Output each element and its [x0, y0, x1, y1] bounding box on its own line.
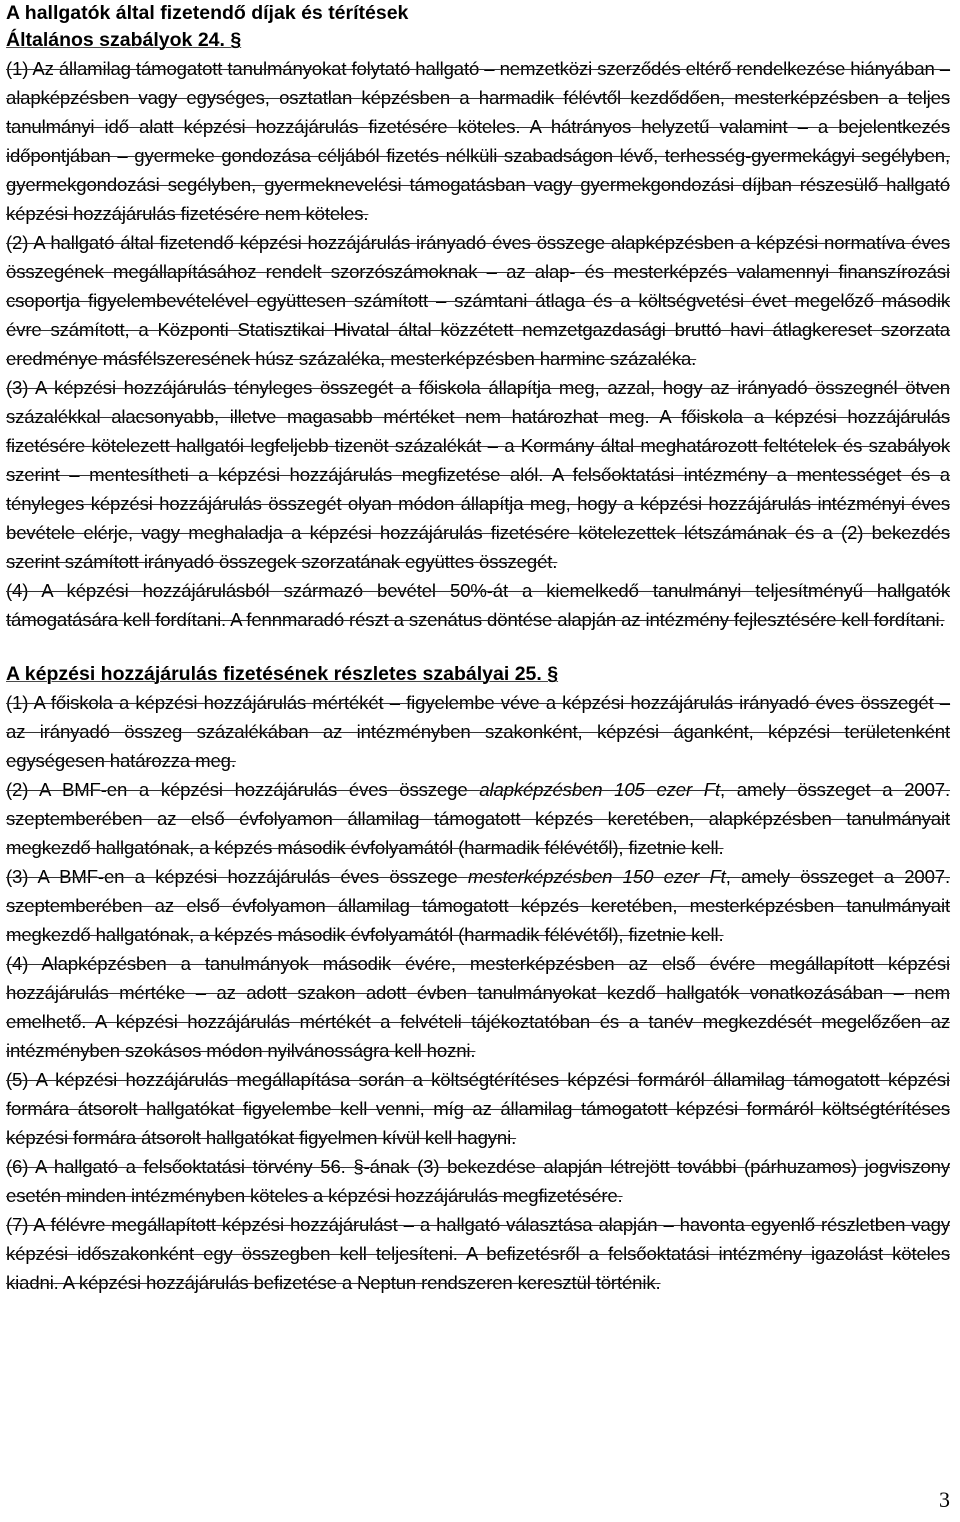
page-number: 3 [939, 1487, 950, 1512]
paragraph-25-3-amount: mesterképzésben 150 ezer Ft [467, 866, 726, 887]
paragraph-25-3-start: (3) A BMF-en a képzési hozzájárulás éves összege [6, 866, 468, 887]
section-gap [6, 634, 950, 661]
document-page [6, 0, 950, 1297]
document-title: A hallgatók által fizetendő díjak és térítések [6, 2, 409, 24]
paragraph-24-4: (4) A képzési hozzájárulásból származó bevétel 50%-át a kiemelkedő tanulmányi teljesítményű hallgatók támogatására kell fordítani. A fennmaradó részt a szenátus döntése alapján az intézmény fejlesztésére kell fordítani. [6, 580, 950, 630]
paragraph-24-3: (3) A képzési hozzájárulás tényleges összegét a főiskola állapítja meg, azzal, hogy az irányadó összegnél ötven százalékkal alacsonyabb, illetve magasabb mértéket nem határozhat meg. A főiskola a képzési hozzájárulás fizetésére kötelezett hallgatói legfeljebb tizenöt százalékát – a Kormány által meghatározott feltételek és szabályok szerint – mentesítheti a képzési hozzájárulás megfizetése alól. A felsőoktatási intézmény a mentességet és a tényleges képzési hozzájárulás összegét olyan módon állapítja meg, hogy a képzési hozzájárulás intézményi éves bevétele elérje, vagy meghaladja a képzési hozzájárulás fizetésére kötelezettek létszámának és a (2) bekezdés szerint számított irányadó összegek szorzatának együttes összegét. [6, 377, 950, 572]
paragraph-24-2: (2) A hallgató által fizetendő képzési hozzájárulás irányadó éves összege alapképzésben a képzési normatíva éves összegének megállapításához rendelt szorzószámoknak – az alap- és mesterképzés valamennyi finanszírozási csoportja figyelembevételével együttesen számított – számtani átlaga és a költségvetési évet megelőző második évre számított, a Központi Statisztikai Hivatal által közzétett nemzetgazdasági bruttó havi átlagkereset szorzata eredménye másfélszeresének húsz százaléka, mesterképzésben harminc százaléka. [6, 232, 950, 369]
paragraph-25-5: (5) A képzési hozzájárulás megállapítása során a költségtérítéses képzési formáról államilag támogatott képzési formára átsorolt hallgatókat figyelembe kell venni, míg az államilag támogatott képzési formáról költségtérítéses képzési formára átsorolt hallgatókat figyelmen kívül kell hagyni. [6, 1069, 950, 1148]
section-heading-24: Általános szabályok 24. § [6, 29, 242, 51]
paragraph-25-6: (6) A hallgató a felsőoktatási törvény 56. §-ának (3) bekezdése alapján létrejött további (párhuzamos) jogviszony esetén minden intézményben köteles a képzési hozzájárulás megfizetésére. [6, 1156, 950, 1206]
section-heading-25: A képzési hozzájárulás fizetésének részletes szabályai 25. § [6, 663, 559, 685]
paragraph-25-2 [6, 775, 950, 862]
paragraph-25-4: (4) Alapképzésben a tanulmányok második évére, mesterképzésben az első évére megállapított képzési hozzájárulás mértéke – az adott szakon adott évben tanulmányokat kezdő hallgatók vonatkozásában – nem emelhető. A képzési hozzájárulás mértékét a felvételi tájékoztatóban és a tanév megkezdését megelőzően az intézményben szokásos módon nyilvánosságra kell hozni. [6, 953, 950, 1061]
paragraph-25-3 [6, 862, 950, 949]
paragraph-25-1: (1) A főiskola a képzési hozzájárulás mértékét – figyelembe véve a képzési hozzájárulás irányadó éves összegét – az irányadó összeg százalékában az intézményben szakonként, képzési áganként, képzési területenként egységesen határozza meg. [6, 692, 950, 771]
paragraph-25-2-amount: alapképzésben 105 ezer Ft [479, 779, 720, 800]
paragraph-24-1: (1) Az államilag támogatott tanulmányokat folytató hallgató – nemzetközi szerződés eltérő rendelkezése hiányában – alapképzésben vagy egységes, osztatlan képzésben a harmadik félévtől kezdődően, mesterképzésben a teljes tanulmányi idő alatt képzési hozzájárulás fizetésére köteles. A hátrányos helyzetű valamint – a bejelentkezés időpontjában – gyermeke gondozása céljából fizetés nélküli szabadságon lévő, terhesség-gyermekágyi segélyben, gyermekgondozási segélyben, gyermeknevelési támogatásban vagy gyermekgondozási díjban részesülő hallgató képzési hozzájárulás fizetésére nem köteles. [6, 58, 950, 224]
paragraph-25-3-end: , amely összeget a 2007. szeptemberében az első évfolyamon államilag támogatott képzés keretében, mesterképzésben tanulmányait megkezdő hallgatónak, a képzés második évfolyamától (harmadik félévétől), fizetnie kell. [6, 866, 950, 945]
paragraph-25-7: (7) A félévre megállapított képzési hozzájárulást – a hallgató választása alapján – havonta egyenlő részletben vagy képzési időszakonként egy összegben kell teljesíteni. A befizetésről a felsőoktatási intézmény igazolást köteles kiadni. A képzési hozzájárulás befizetése a Neptun rendszeren keresztül történik. [6, 1214, 950, 1293]
paragraph-25-2-start: (2) A BMF-en a képzési hozzájárulás éves összege [6, 779, 480, 800]
paragraph-25-2-end: , amely összeget a 2007. szeptemberében az első évfolyamon államilag támogatott képzés keretében, alapképzésben tanulmányait megkezdő hallgatónak, a képzés második évfolyamától (harmadik félévétől), fizetnie kell. [6, 779, 951, 858]
